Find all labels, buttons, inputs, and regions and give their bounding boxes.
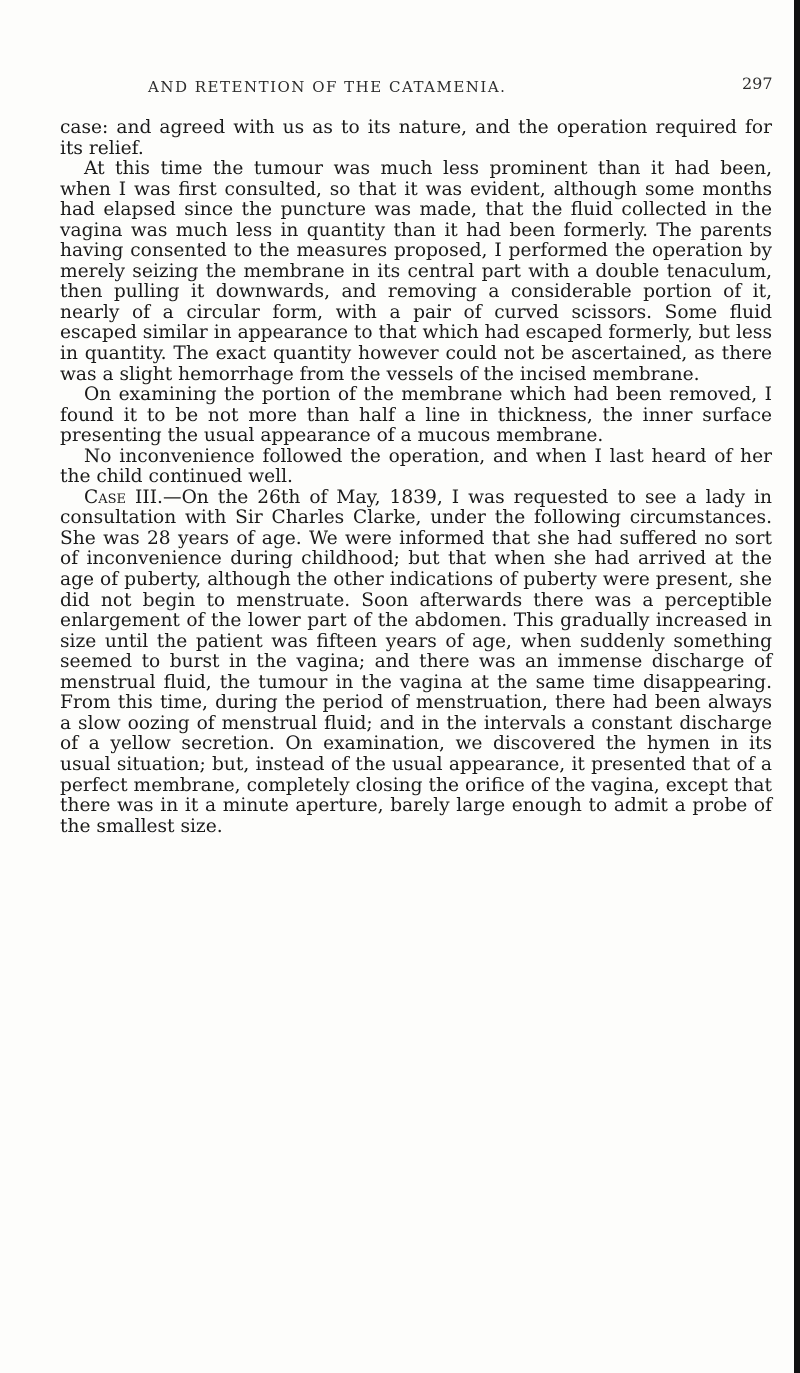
paragraph-operation: At this time the tumour was much less prominent than it had been, when I was first consulted, so that it was evident, although some months had elapsed since the puncture was made, that the fluid collected in the vagina was much less in quantity than it had been formerly. The parents having consented to the measures proposed, I performed the operation by merely seizing the membrane in its central part with a double tenaculum, then pulling it downwards, and removing a considerable portion of it, nearly of a circular form, with a pair of curved scissors. Some fluid escaped similar in appearance to that which had escaped formerly, but less in quantity. The exact quantity however could not be ascertained, as there was a slight hemorrhage from the vessels of the incised membrane. [60, 158, 772, 385]
page-edge-shadow [794, 0, 800, 1373]
case-three-text: —On the 26th of May, 1839, I was requested to see a lady in consultation with Sir Charles Clarke, under the following circumstances. She was 28 years of age. We were informed that she had suffered no sort of inconvenience during childhood; but that when she had arrived at the age of puberty, although the other indications of puberty were present, she did not begin to menstruate. Soon afterwards there was a perceptible enlargement of the lower part of the abdomen. This gradually increased in size until the patient was fifteen years of age, when suddenly something seemed to burst in the vagina; and there was an immense discharge of menstrual fluid, the tumour in the vagina at the same time disappearing. From this time, during the period of menstruation, there had been always a slow oozing of menstrual fluid; and in the intervals a constant discharge of a yellow secretion. On examination, we discovered the hymen in its usual situation; but, instead of the usual appearance, it presented that of a perfect membrane, completely closing the orifice of the vagina, except that there was in it a minute aperture, barely large enough to admit a probe of the smallest size. [60, 486, 772, 837]
page-number: 297 [742, 74, 773, 93]
paragraph-outcome: No inconvenience followed the operation, and when I last heard of her the child continued well. [60, 445, 772, 488]
case-label: Case III. [84, 486, 163, 508]
paragraph-examination: On examining the portion of the membrane which had been removed, I found it to be not more than half a line in thickness, the inner surface presenting the usual appearance of a mucous membrane. [60, 384, 772, 447]
running-header: AND RETENTION OF THE CATAMENIA. [148, 78, 507, 96]
body-text [60, 118, 772, 837]
paragraph-case-three [60, 488, 772, 837]
paragraph-continuation: case: and agreed with us as to its nature, and the operation required for its relief. [60, 117, 772, 159]
